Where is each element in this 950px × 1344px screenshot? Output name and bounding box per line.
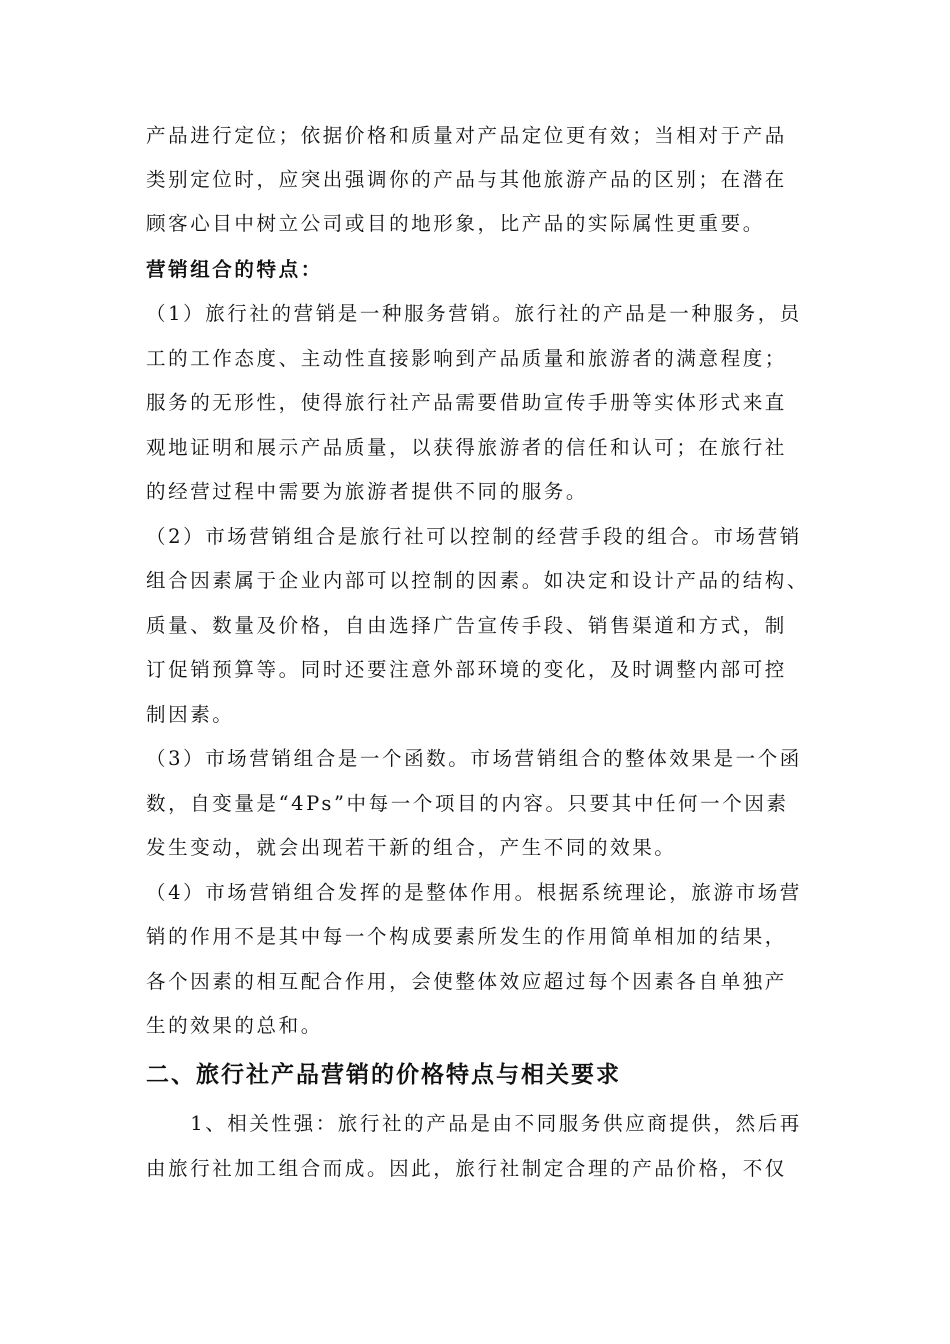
paragraph-line: 各个因素的相互配合作用，会使整体效应超过每个因素各自单独产 <box>146 970 787 993</box>
paragraph-line: （2）市场营销组合是旅行社可以控制的经营手段的组合。市场营销 <box>146 525 802 548</box>
paragraph-line: 销的作用不是其中每一个构成要素所发生的作用简单相加的结果， <box>146 925 787 948</box>
paragraph-line: 产品进行定位；依据价格和质量对产品定位更有效；当相对于产品 <box>146 124 787 147</box>
paragraph-line: 类别定位时，应突出强调你的产品与其他旅游产品的区别；在潜在 <box>146 168 787 191</box>
paragraph-line: （4）市场营销组合发挥的是整体作用。根据系统理论，旅游市场营 <box>146 881 802 904</box>
paragraph-line: 生的效果的总和。 <box>146 1014 323 1037</box>
paragraph-line: 观地证明和展示产品质量，以获得旅游者的信任和认可；在旅行社 <box>146 436 787 459</box>
paragraph-line: 服务的无形性，使得旅行社产品需要借助宣传手册等实体形式来直 <box>146 391 787 414</box>
paragraph-line: 发生变动，就会出现若干新的组合，产生不同的效果。 <box>146 836 677 859</box>
paragraph-line: 数，自变量是“4Ps”中每一个项目的内容。只要其中任何一个因素 <box>146 792 789 815</box>
paragraph-line: 制因素。 <box>146 703 235 726</box>
chapter-heading: 二、旅行社产品营销的价格特点与相关要求 <box>146 1061 621 1088</box>
paragraph-line: 订促销预算等。同时还要注意外部环境的变化，及时调整内部可控 <box>146 658 787 681</box>
paragraph-line: 的经营过程中需要为旅游者提供不同的服务。 <box>146 480 589 503</box>
paragraph-line: 1、相关性强：旅行社的产品是由不同服务供应商提供，然后再 <box>146 1112 802 1135</box>
paragraph-line: （1）旅行社的营销是一种服务营销。旅行社的产品是一种服务，员 <box>146 302 802 325</box>
paragraph-line: （3）市场营销组合是一个函数。市场营销组合的整体效果是一个函 <box>146 747 802 770</box>
paragraph-line: 质量、数量及价格，自由选择广告宣传手段、销售渠道和方式，制 <box>146 614 787 637</box>
paragraph-line: 顾客心目中树立公司或目的地形象，比产品的实际属性更重要。 <box>146 212 765 235</box>
paragraph-line: 工的工作态度、主动性直接影响到产品质量和旅游者的满意程度； <box>146 347 787 370</box>
section-heading: 营销组合的特点： <box>146 258 323 281</box>
paragraph-line: 由旅行社加工组合而成。因此，旅行社制定合理的产品价格，不仅 <box>146 1157 787 1180</box>
paragraph-line: 组合因素属于企业内部可以控制的因素。如决定和设计产品的结构、 <box>146 569 810 592</box>
